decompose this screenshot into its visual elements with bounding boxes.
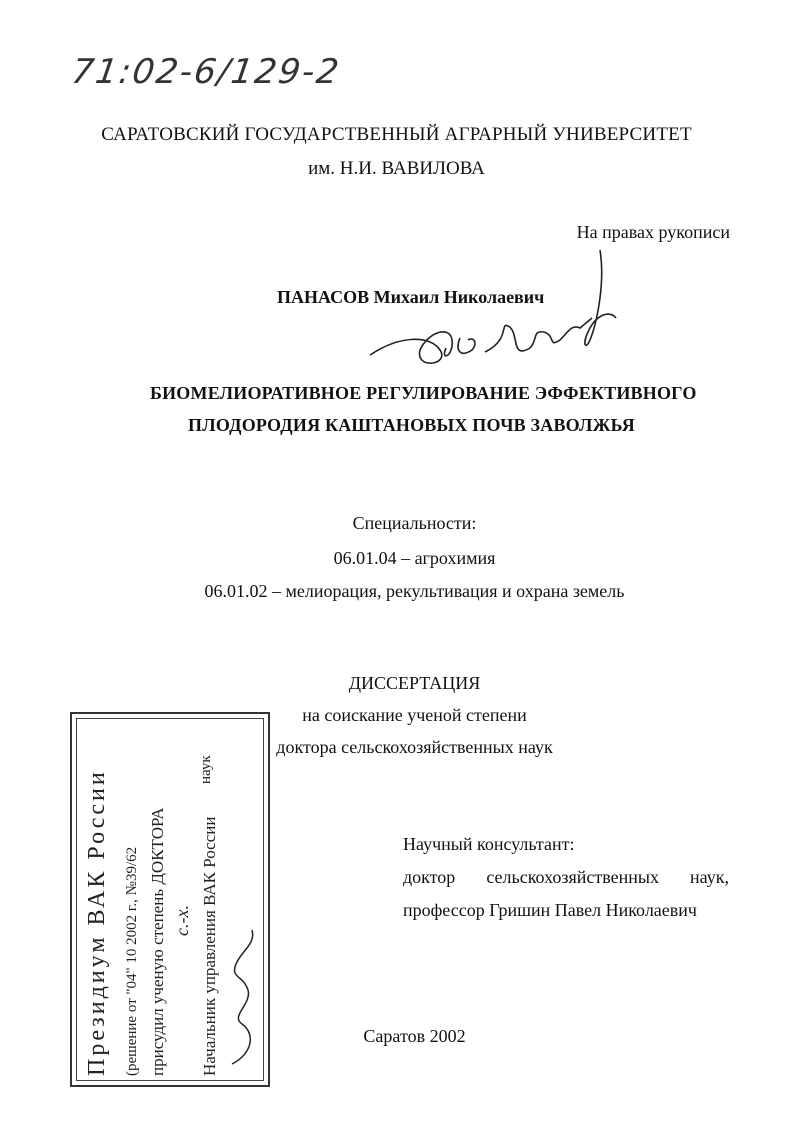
dissertation-title-line-2: ПЛОДОРОДИЯ КАШТАНОВЫХ ПОЧВ ЗАВОЛЖЬЯ bbox=[188, 415, 635, 435]
archive-code: 71:02-6/129-2 bbox=[69, 52, 343, 92]
dissertation-title-line-1: БИОМЕЛИОРАТИВНОЕ РЕГУЛИРОВАНИЕ ЭФФЕКТИВНОГО bbox=[150, 383, 697, 403]
university-name: САРАТОВСКИЙ ГОСУДАРСТВЕННЫЙ АГРАРНЫЙ УНИВЕРСИТЕТ bbox=[101, 124, 692, 145]
dissertation-degree: доктора сельскохозяйственных наук bbox=[276, 737, 553, 757]
manuscript-rights: На правах рукописи bbox=[576, 222, 730, 242]
stamp-line-sciences: наук bbox=[198, 755, 214, 784]
specialties-label: Специальности: bbox=[352, 513, 477, 533]
specialty-item: 06.01.02 – мелиорация, рекультивация и охрана земель bbox=[204, 581, 625, 601]
consultant-degree: доктор сельскохозяйственных наук, bbox=[403, 867, 729, 887]
stamp-line-decision: (решение от "04" 10 2002 г., №39/62 bbox=[124, 846, 140, 1076]
dissertation-label: ДИССЕРТАЦИЯ bbox=[348, 673, 481, 693]
consultant-label: Научный консультант: bbox=[403, 834, 575, 854]
vak-stamp bbox=[70, 712, 270, 1087]
author-signature bbox=[360, 240, 630, 380]
specialty-item: 06.01.04 – агрохимия bbox=[333, 548, 496, 568]
stamp-line-presidium: Президиум ВАК России bbox=[84, 769, 110, 1076]
city-year: Саратов 2002 bbox=[363, 1026, 466, 1046]
university-named-after: им. Н.И. ВАВИЛОВА bbox=[308, 158, 485, 179]
stamp-line-field: с.-х. bbox=[172, 905, 192, 936]
author-name: ПАНАСОВ Михаил Николаевич bbox=[277, 287, 545, 307]
dissertation-purpose: на соискание ученой степени bbox=[302, 705, 527, 725]
stamp-signature bbox=[222, 904, 266, 1074]
consultant-name: профессор Гришин Павел Николаевич bbox=[403, 900, 697, 920]
stamp-line-head: Начальник управления ВАК России bbox=[200, 816, 219, 1076]
stamp-line-degree: присудил ученую степень ДОКТОРА bbox=[148, 807, 167, 1076]
